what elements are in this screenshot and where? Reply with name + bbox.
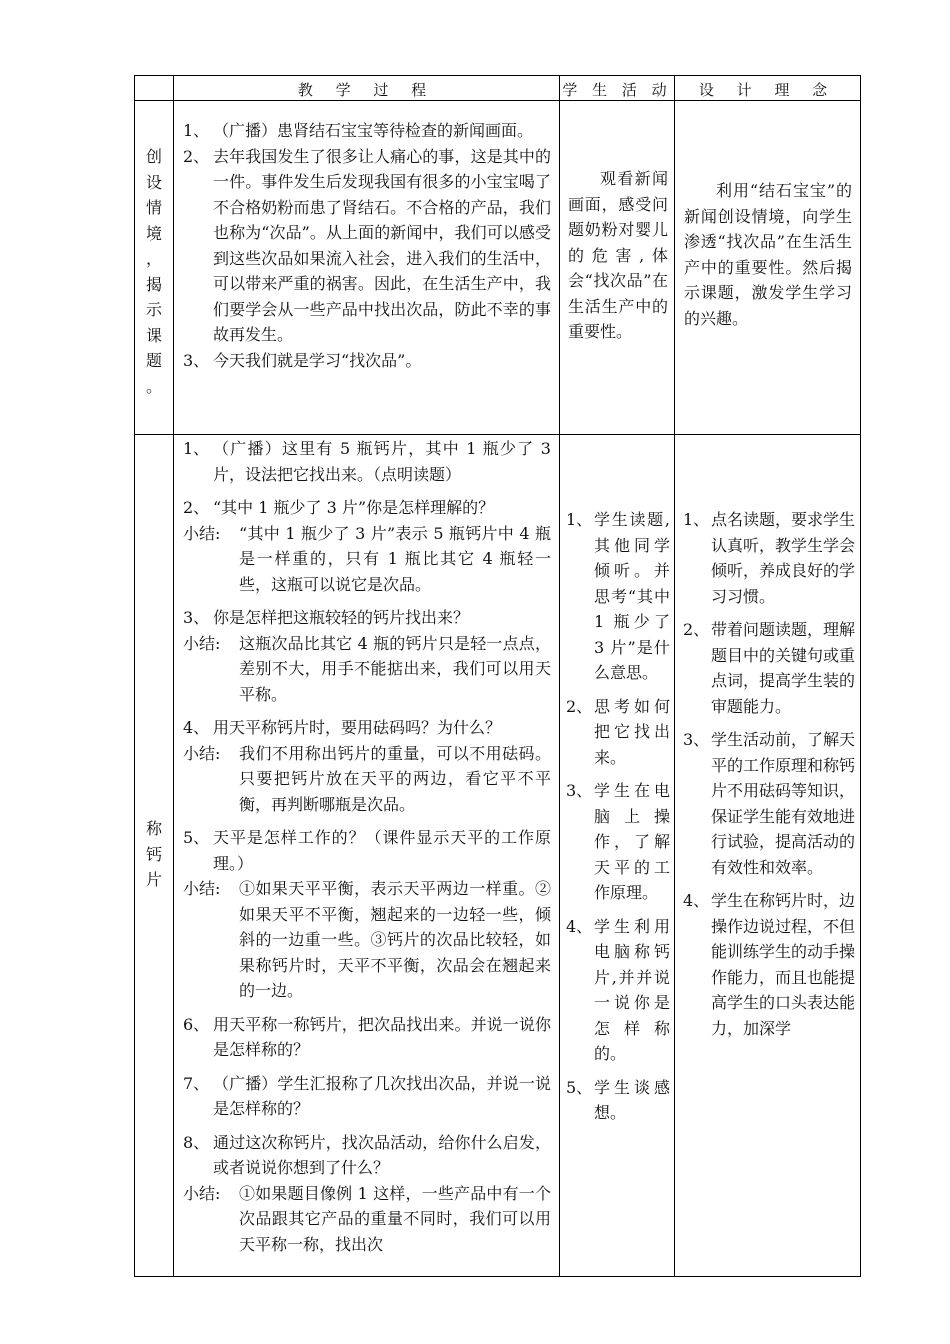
list-item: 4、 学生在称钙片时，边操作边说过程，不但能训练学生的动手操作能力，而且也能提高学生的口头表达能力，加深学 (683, 891, 856, 1038)
list-item: 1、 （广播）患肾结石宝宝等待检查的新闻画面。 (183, 121, 534, 140)
section2-bottom-border (134, 1276, 861, 1277)
summary: 小结: 我们不用称出钙片的重量，可以不用砝码。只要把钙片放在天平的两边，看它平不平衡，再判断哪瓶是次品。 (183, 743, 551, 814)
list-item: 4、 用天平称钙片时，要用砝码吗？为什么？ (183, 718, 502, 737)
list-item: 1、 点名读题，要求学生认真听，教学生学会倾听，养成良好的学习习惯。 (683, 510, 856, 606)
list-item: 2、 去年我国发生了很多让人痛心的事，这是其中的一件。事件发生后发现我国有很多的小宝宝喝了不合格奶粉而患了肾结石。不合格的产品，我们也称为“次品”。从上面的新闻中，我们可以感受到这些次品如果流入社会，进入我们的生活中，可以带来严重的祸害。因此，在生活生产中，我们要学会从一些产品中找出次品，防此不幸的事故再发生。 (183, 146, 551, 344)
section1-label: 创 设 情 境 ， 揭 示 课 题 。 (145, 147, 162, 396)
list-item: 5、 学生谈感想。 (566, 1077, 670, 1122)
list-item: 1、 学生读题,其他同学倾听。并思考“其中 1 瓶少了 3 片”是什么意思。 (566, 510, 670, 682)
list-item: 5、 天平是怎样工作的？（课件显示天平的工作原理。） (183, 828, 551, 873)
section2-process (183, 436, 551, 1257)
list-item: 3、 学生活动前，了解天平的工作原理和称钙片不用砝码等知识，保证学生能有效地进行试验，提高活动的有效性和效率。 (683, 730, 856, 877)
student-column-border (674, 75, 675, 1277)
process-column-border (559, 75, 560, 1277)
section1-design: 利用“结石宝宝”的新闻创设情境，向学生渗透“找次品”在生活生产中的重要性。然后揭示课题，激发学生学习的兴趣。 (684, 181, 852, 328)
table-right-border (860, 75, 861, 1277)
header-student: 学 生 活 动 (562, 81, 672, 99)
list-item: 3、 学生在电脑上操作，了解天平的工作原理。 (566, 781, 670, 902)
list-item: 7、 （广播）学生汇报称了几次找出次品，并说一说是怎样称的？ (183, 1073, 551, 1118)
summary: 小结: ①如果题目像例 1 这样，一些产品中有一个次品跟其它产品的重量不同时，我们可以用天平称一称，找出次 (183, 1183, 551, 1254)
list-item: 2、 带着问题读题，理解题目中的关键句或重点词，提高学生装的审题能力。 (683, 620, 856, 716)
list-item: 6、 用天平称一称钙片，把次品找出来。并说一说你是怎样称的？ (183, 1014, 551, 1059)
section1-student: 观看新闻画面，感受问题奶粉对婴儿的危害,体会“找次品”在生活生产中的重要性。 (568, 169, 668, 341)
summary: 小结: ①如果天平平衡，表示天平两边一样重。②如果天平不平衡，翘起来的一边轻一些，倾斜的一边重一些。③钙片的次品比较轻，如果称钙片时，天平不平衡，次品会在翘起来的一边。 (183, 879, 551, 1000)
summary: 小结: “其中 1 瓶少了 3 片”表示 5 瓶钙片中 4 瓶是一样重的，只有 1 瓶比其它 4 瓶轻一些，这瓶可以说它是次品。 (183, 523, 551, 594)
header-design: 设 计 理 念 (698, 81, 837, 99)
section2-student (566, 507, 670, 1126)
label-column-border (173, 75, 174, 1277)
list-item: 1、 （广播）这里有 5 瓶钙片，其中 1 瓶少了 3 片，设法把它找出来。（点明读题） (183, 439, 551, 484)
summary: 小结: 这瓶次品比其它 4 瓶的钙片只是轻一点点，差别不大，用手不能掂出来，我们可以用天平称。 (183, 633, 551, 704)
section1-process (183, 118, 551, 373)
header-process: 教 学 过 程 (297, 81, 436, 99)
list-item: 2、 思考如何把它找出来。 (566, 696, 670, 767)
table-top-border (134, 75, 861, 76)
section2-label: 称 钙 片 (145, 819, 162, 889)
list-item: 4、 学生利用电脑称钙片,并并说一说你是怎样称的。 (566, 916, 670, 1063)
list-item: 8、 通过这次称钙片，找次品活动，给你什么启发，或者说说你想到了什么？ (183, 1132, 551, 1177)
section1-bottom-border (134, 434, 861, 435)
list-item: 3、 你是怎样把这瓶较轻的钙片找出来？ (183, 608, 470, 627)
list-item: 2、 “其中 1 瓶少了 3 片”你是怎样理解的？ (183, 498, 495, 517)
list-item: 3、 今天我们就是学习“找次品”。 (183, 350, 422, 370)
section2-design (683, 507, 855, 1041)
